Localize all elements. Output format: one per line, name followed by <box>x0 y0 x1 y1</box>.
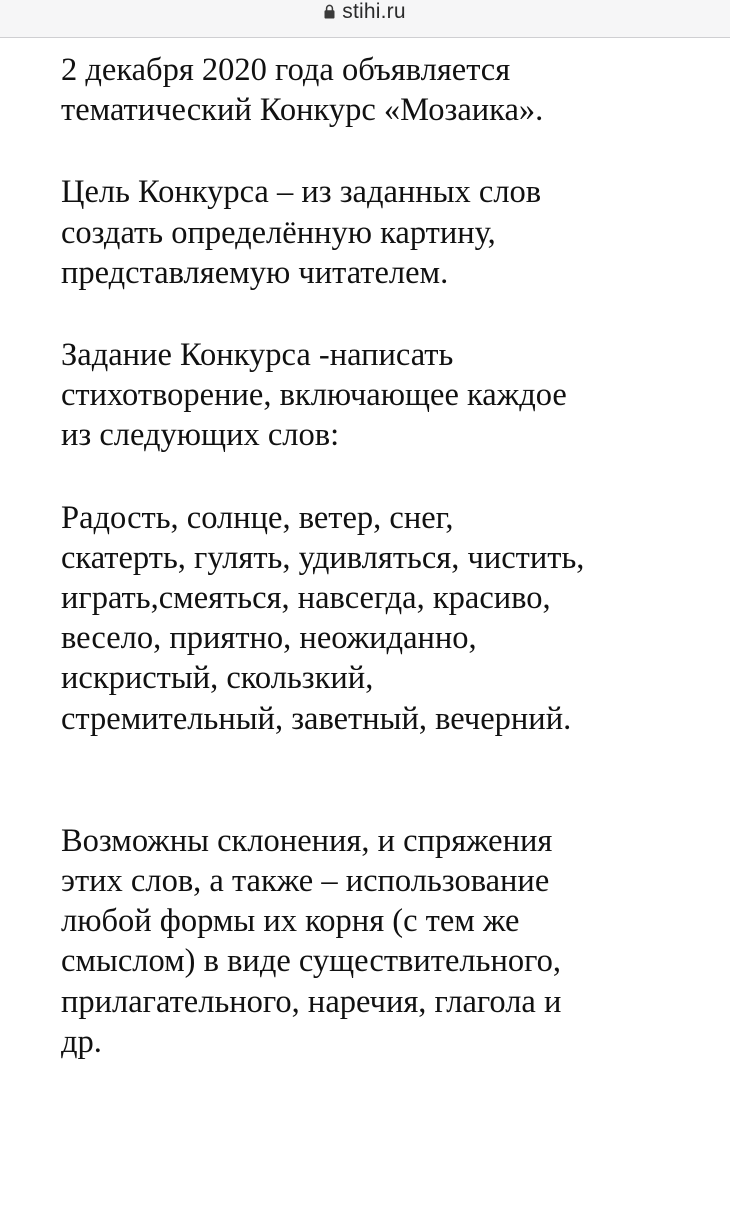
text-line: 2 декабря 2020 года объявляется <box>61 52 511 88</box>
text-line: любой формы их корня (с тем же <box>61 903 520 940</box>
text-line: играть,смеяться, навсегда, красиво, <box>61 580 551 617</box>
text-line: создать определённую картину, <box>61 214 496 251</box>
text-line: этих слов, а также – использование <box>61 863 550 900</box>
text-line: скатерть, гулять, удивляться, чистить, <box>61 539 585 576</box>
address-bar-content[interactable] <box>324 0 405 24</box>
text-line: стремительный, заветный, вечерний. <box>61 700 572 737</box>
text-line: стихотворение, включающее каждое <box>61 377 567 414</box>
paragraph-rules <box>61 821 711 1062</box>
text-line: Возможны склонения, и спряжения <box>61 822 553 859</box>
paragraph-spacer <box>61 293 711 335</box>
text-line: смыслом) в виде существительного, <box>61 943 561 980</box>
text-line: Радость, солнце, ветер, снег, <box>61 499 454 536</box>
paragraph-spacer <box>61 130 711 172</box>
url-text[interactable]: stihi.ru <box>342 0 406 23</box>
lock-icon <box>324 4 335 19</box>
text-line: из следующих слов: <box>61 417 340 454</box>
paragraph-goal <box>61 172 711 293</box>
text-line: весело, приятно, неожиданно, <box>61 620 477 657</box>
article-content <box>61 50 711 1062</box>
paragraph-spacer <box>61 739 711 821</box>
paragraph-word-list <box>61 498 711 739</box>
text-line: Задание Конкурса -написать <box>61 337 454 374</box>
text-line: искристый, скользкий, <box>61 660 374 697</box>
paragraph-spacer <box>61 456 711 498</box>
text-line: Цель Конкурса – из заданных слов <box>61 174 542 211</box>
address-bar[interactable] <box>0 0 730 38</box>
text-line: представляемую читателем. <box>61 254 449 291</box>
text-line: тематический Конкурс «Мозаика». <box>61 92 544 129</box>
text-line: др. <box>61 1023 102 1060</box>
text-line: прилагательного, наречия, глагола и <box>61 983 562 1020</box>
paragraph-announcement <box>61 50 711 130</box>
paragraph-task <box>61 335 711 456</box>
